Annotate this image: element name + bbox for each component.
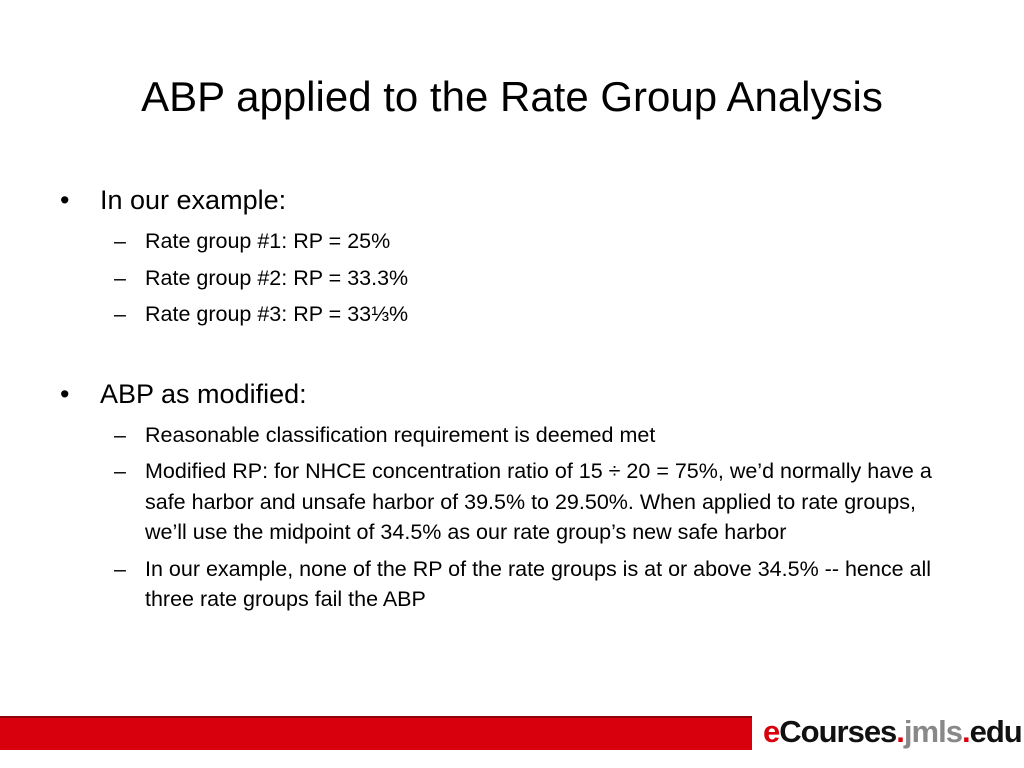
sub-bullet: [58, 554, 935, 615]
bullet-icon: •: [60, 378, 70, 409]
sub-bullet: [58, 456, 935, 548]
sub-list-abp: [58, 420, 978, 615]
footer-bar-edge: [0, 716, 752, 718]
sub-list-example: [58, 226, 978, 330]
sub-bullet: [58, 226, 935, 257]
bullet-in-our-example: [58, 180, 978, 220]
bullet-text: In our example:: [100, 185, 287, 215]
sub-bullet-text: Reasonable classification requirement is deemed met: [145, 422, 656, 447]
bullet-text: ABP as modified:: [100, 378, 307, 409]
dash-icon: –: [114, 265, 126, 290]
dash-icon: –: [114, 459, 126, 483]
slide-body: [58, 180, 978, 615]
ecourses-logo: [763, 712, 1022, 752]
dash-icon: –: [114, 556, 126, 581]
logo-edu: edu: [969, 714, 1022, 749]
sub-bullet: [58, 299, 935, 330]
logo-dot: .: [896, 714, 904, 749]
sub-bullet: [58, 263, 935, 294]
logo-e: e: [763, 714, 780, 749]
bullet-abp-as-modified: [58, 374, 978, 414]
sub-bullet-text: Modified RP: for NHCE concentration ratio of 15 ÷ 20 = 75%, we’d normally have a safe harbor and unsafe harbor of 39.5% to 29.50%. When applied to rate groups, we’ll use the midpoint of 34.5% as our rate group’s new safe harbor: [145, 459, 932, 544]
logo-jmls: jmls: [903, 714, 962, 749]
footer-red-bar: [0, 716, 752, 750]
dash-icon: –: [114, 422, 126, 447]
sub-bullet-text: Rate group #1: RP = 25%: [145, 229, 391, 253]
sub-bullet-text: Rate group #2: RP = 33.3%: [145, 265, 409, 290]
logo-courses: Courses: [779, 714, 897, 749]
logo-dot: .: [961, 714, 970, 749]
sub-bullet: [58, 420, 935, 451]
sub-bullet-text: In our example, none of the RP of the rate groups is at or above 34.5% -- hence all three rate groups fail the ABP: [145, 556, 932, 611]
sub-bullet-text: Rate group #3: RP = 33⅓%: [145, 302, 409, 326]
spacer: [58, 330, 978, 374]
bullet-icon: •: [60, 185, 70, 215]
slide-title: ABP applied to the Rate Group Analysis: [141, 73, 883, 120]
dash-icon: –: [114, 229, 126, 253]
dash-icon: –: [114, 302, 126, 326]
